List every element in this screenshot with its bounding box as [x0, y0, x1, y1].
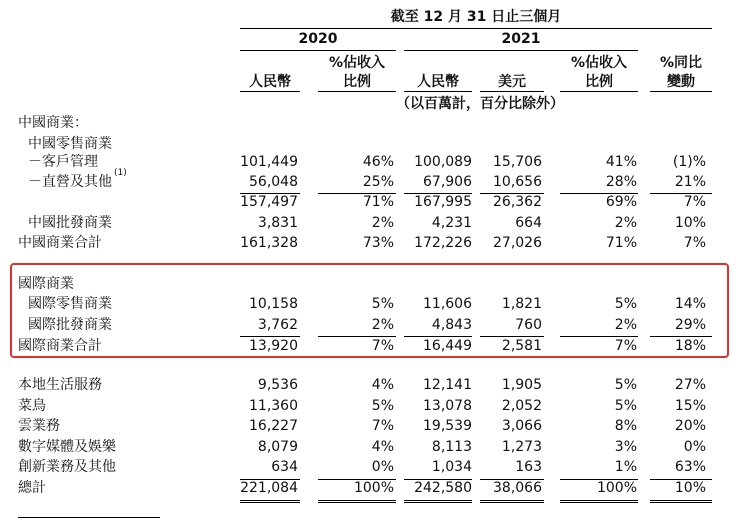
year-2020-header: 2020	[298, 31, 338, 47]
row-value-col4: 15,706	[493, 154, 542, 170]
total-bottom-line-4	[318, 502, 396, 503]
subtotal-line-yoy	[650, 193, 712, 194]
table-row-grand-total	[0, 478, 746, 498]
row-value-col4: 2,581	[501, 338, 542, 354]
total-bottom-line-7	[480, 500, 544, 501]
total-top-line-pct-2020	[318, 479, 396, 480]
row-value-col3: 12,141	[423, 377, 472, 393]
row-value-col5: 5%	[614, 377, 637, 393]
row-value-col5: 8%	[614, 418, 637, 434]
row-value-col1: 157,497	[240, 194, 298, 210]
total-top-line-usd-2021	[480, 479, 544, 480]
row-value-col6: 21%	[674, 174, 706, 190]
row-value-col6: 15%	[674, 398, 706, 414]
row-value-col2: 25%	[362, 174, 394, 190]
col-rmb-2021: 人民幣	[417, 74, 459, 90]
row-label: 國際批發商業	[28, 317, 112, 333]
row-label: 中國商業合計	[18, 235, 102, 251]
col-yoy-line2: 變動	[667, 74, 695, 90]
row-value-col4: 38,066	[493, 480, 542, 496]
intl-subtotal-line-rmb-2021	[404, 336, 472, 337]
row-value-col3: 1,034	[431, 459, 472, 475]
row-label: 雲業務	[18, 418, 60, 434]
row-value-col5: 5%	[614, 398, 637, 414]
intl-subtotal-line-rmb-2020	[240, 336, 300, 337]
table-row-china-retail-subtotal	[0, 192, 746, 212]
row-value-col6: 27%	[674, 377, 706, 393]
total-bottom-line-12	[650, 502, 712, 503]
row-value-col1: 634	[271, 459, 298, 475]
col-underline-pct-2021	[560, 91, 638, 92]
intl-subtotal-line-usd-2021	[480, 336, 544, 337]
total-bottom-line-11	[650, 500, 712, 501]
col-pct-rev-2020-line1: %佔收入	[328, 55, 386, 71]
row-value-col2: 7%	[371, 338, 394, 354]
subtotal-line-rmb-2020	[240, 193, 300, 194]
row-value-col6: 7%	[683, 235, 706, 251]
row-label: 中國商業：	[18, 115, 88, 131]
row-value-col1: 10,158	[249, 296, 298, 312]
total-bottom-line-2	[240, 502, 300, 503]
row-label: 數字媒體及娛樂	[18, 439, 116, 455]
row-value-col6: 20%	[674, 418, 706, 434]
intl-subtotal-line-pct-2020	[318, 336, 396, 337]
table-row-china-commerce	[0, 113, 746, 133]
row-value-col4: 26,362	[493, 194, 542, 210]
row-value-col2: 46%	[362, 154, 394, 170]
row-value-col2: 100%	[353, 480, 394, 496]
total-top-line-pct-2021	[560, 479, 638, 480]
table-row-local-services	[0, 375, 746, 395]
row-value-col5: 1%	[614, 459, 637, 475]
row-value-col6: 10%	[674, 480, 706, 496]
row-value-col6: 7%	[683, 194, 706, 210]
col-pct-rev-2021-line2: 比例	[585, 74, 613, 90]
row-value-col5: 100%	[596, 480, 637, 496]
year-2021-underline	[404, 50, 638, 51]
row-value-col1: 11,360	[249, 398, 298, 414]
row-value-col3: 16,449	[423, 338, 472, 354]
year-2020-underline	[240, 50, 396, 51]
row-value-col2: 4%	[371, 377, 394, 393]
col-underline-rmb-2021	[404, 91, 472, 92]
row-value-col5: 41%	[605, 154, 637, 170]
row-value-col1: 8,079	[257, 439, 298, 455]
intl-subtotal-line-pct-2021	[560, 336, 638, 337]
table-row-china-total	[0, 233, 746, 253]
row-value-col2: 2%	[371, 317, 394, 333]
row-value-col6: 63%	[674, 459, 706, 475]
row-value-col1: 9,536	[257, 377, 298, 393]
subtotal-line-pct-2020	[318, 193, 396, 194]
row-value-col3: 172,226	[414, 235, 472, 251]
row-value-col4: 2,052	[501, 398, 542, 414]
row-value-col5: 2%	[614, 215, 637, 231]
total-bottom-line-10	[560, 502, 638, 503]
row-value-col4: 1,821	[501, 296, 542, 312]
row-value-col3: 167,995	[414, 194, 472, 210]
row-label: 國際商業合計	[18, 338, 102, 354]
period-underline	[240, 28, 712, 29]
table-row-innovation	[0, 457, 746, 477]
row-value-col2: 5%	[371, 398, 394, 414]
row-value-col5: 5%	[614, 296, 637, 312]
row-value-col1: 3,762	[257, 317, 298, 333]
row-value-col5: 3%	[614, 439, 637, 455]
intl-subtotal-line-yoy	[650, 336, 712, 337]
row-value-col3: 67,906	[423, 174, 472, 190]
table-row-direct-other	[0, 168, 746, 192]
row-value-col3: 8,113	[431, 439, 472, 455]
row-value-col6: 18%	[674, 338, 706, 354]
row-value-col3: 4,843	[431, 317, 472, 333]
row-value-col4: 760	[515, 317, 542, 333]
table-row-customer-mgmt	[0, 152, 746, 172]
row-label: 國際商業	[18, 276, 74, 292]
row-label: －客戶管理	[28, 154, 98, 170]
col-underline-yoy	[650, 91, 712, 92]
row-value-col2: 4%	[371, 439, 394, 455]
row-value-col5: 71%	[605, 235, 637, 251]
year-2021-header: 2021	[501, 31, 541, 47]
row-value-col3: 11,606	[423, 296, 472, 312]
row-value-col5: 69%	[605, 194, 637, 210]
col-pct-rev-2021-line1: %佔收入	[570, 55, 628, 71]
row-value-col2: 73%	[362, 235, 394, 251]
col-underline-usd-2021	[480, 91, 544, 92]
total-bottom-line-5	[404, 500, 472, 501]
row-value-col4: 27,026	[493, 235, 542, 251]
row-value-col1: 221,084	[240, 480, 298, 496]
row-value-col6: (1)%	[672, 154, 706, 170]
row-value-col6: 0%	[683, 439, 706, 455]
col-usd-2021: 美元	[498, 74, 526, 90]
row-value-col1: 16,227	[249, 418, 298, 434]
row-value-col2: 0%	[371, 459, 394, 475]
row-value-col1: 56,048	[249, 174, 298, 190]
row-value-col4: 3,066	[501, 418, 542, 434]
row-value-col6: 29%	[674, 317, 706, 333]
total-top-line-rmb-2021	[404, 479, 472, 480]
col-yoy-line1: %同比	[659, 55, 703, 71]
row-value-col4: 664	[515, 215, 542, 231]
row-value-col2: 5%	[371, 296, 394, 312]
footnote-marker: (1)	[114, 168, 127, 178]
row-value-col3: 13,078	[423, 398, 472, 414]
row-value-col4: 10,656	[493, 174, 542, 190]
row-value-col3: 4,231	[431, 215, 472, 231]
row-value-col2: 2%	[371, 215, 394, 231]
row-label: 國際零售商業	[28, 296, 112, 312]
col-pct-rev-2020-line2: 比例	[343, 74, 371, 90]
row-label: 中國批發商業	[28, 215, 112, 231]
total-bottom-line-3	[318, 500, 396, 501]
col-rmb-2020: 人民幣	[249, 74, 291, 90]
row-value-col6: 14%	[674, 296, 706, 312]
subtotal-line-rmb-2021	[404, 193, 472, 194]
row-value-col4: 163	[515, 459, 542, 475]
total-bottom-line-6	[404, 502, 472, 503]
col-underline-pct-2020	[318, 91, 396, 92]
highlight-box	[10, 263, 729, 358]
row-value-col4: 1,273	[501, 439, 542, 455]
table-row-cainiao	[0, 396, 746, 416]
row-value-col6: 10%	[674, 215, 706, 231]
table-row-cloud	[0, 416, 746, 436]
row-value-col1: 161,328	[240, 235, 298, 251]
row-value-col3: 242,580	[414, 480, 472, 496]
row-label: 本地生活服務	[18, 377, 102, 393]
row-value-col1: 101,449	[240, 154, 298, 170]
row-value-col3: 100,089	[414, 154, 472, 170]
total-top-line-yoy	[650, 479, 712, 480]
subtotal-line-pct-2021	[560, 193, 638, 194]
row-value-col4: 1,905	[501, 377, 542, 393]
total-bottom-line-8	[480, 502, 544, 503]
row-value-col2: 71%	[362, 194, 394, 210]
row-value-col2: 7%	[371, 418, 394, 434]
row-value-col1: 13,920	[249, 338, 298, 354]
row-label: －直營及其他	[28, 174, 112, 190]
unit-note: （以百萬計，百分比除外）	[396, 96, 564, 112]
total-bottom-line-9	[560, 500, 638, 501]
row-value-col5: 2%	[614, 317, 637, 333]
row-value-col1: 3,831	[257, 215, 298, 231]
period-header: 截至 12 月 31 日止三個月	[390, 9, 562, 25]
total-top-line-rmb-2020	[240, 479, 300, 480]
table-row-china-wholesale	[0, 213, 746, 233]
col-underline-rmb-2020	[240, 91, 300, 92]
row-value-col5: 28%	[605, 174, 637, 190]
total-bottom-line-1	[240, 500, 300, 501]
row-label: 中國零售商業	[28, 136, 112, 152]
row-label: 菜鳥	[18, 398, 46, 414]
table-row-digital-media	[0, 437, 746, 457]
row-label: 總計	[18, 480, 46, 496]
row-value-col3: 19,539	[423, 418, 472, 434]
subtotal-line-usd-2021	[480, 193, 544, 194]
row-value-col5: 7%	[614, 338, 637, 354]
footnote-rule	[18, 517, 160, 518]
row-label: 創新業務及其他	[18, 459, 116, 475]
table-row-china-retail	[0, 134, 746, 154]
